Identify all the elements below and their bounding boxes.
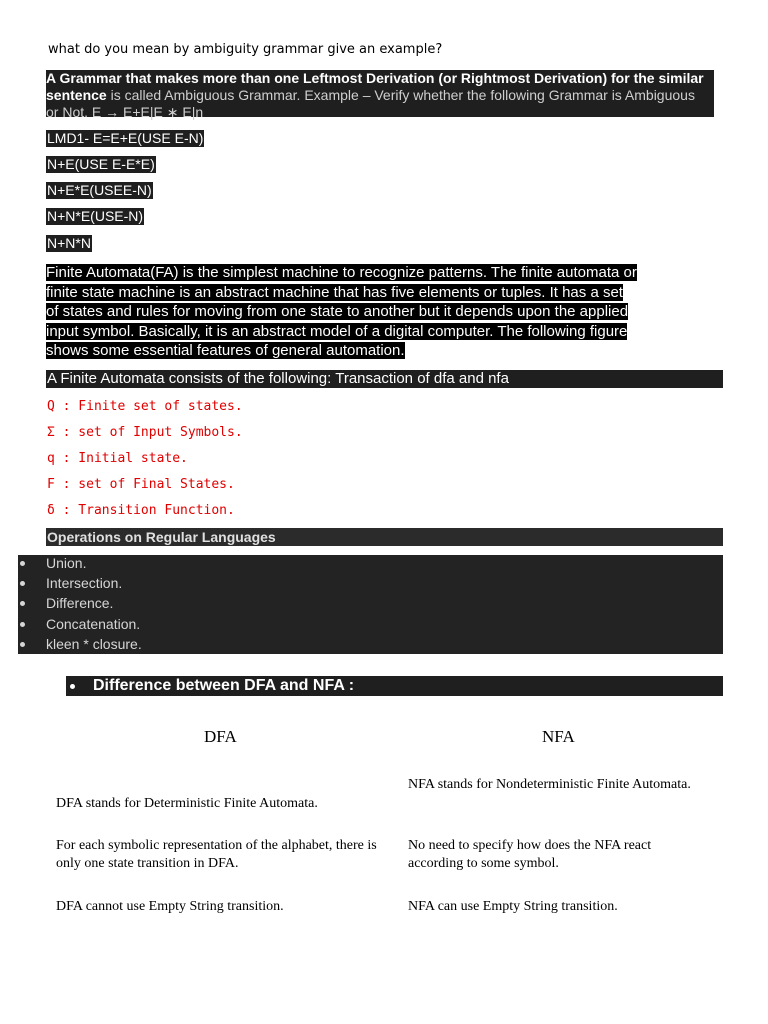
bullet-icon [20, 561, 25, 566]
dfa-column-header: DFA [204, 727, 237, 746]
fa-line: of states and rules for moving from one state to another but it depends upon the applied [46, 303, 629, 320]
definition-item: q : Initial state. [47, 451, 188, 466]
derivation-line: N+N*E(USE-N) [47, 208, 144, 224]
fa-consists-heading: A Finite Automata consists of the following: Transaction of dfa and nfa [46, 370, 723, 388]
table-cell-dfa: DFA stands for Deterministic Finite Automata. [56, 796, 318, 811]
bullet-icon [70, 684, 75, 689]
fa-line: finite state machine is an abstract machine that has five elements or tuples. It has a set [46, 283, 623, 301]
nfa-column-header: NFA [542, 727, 575, 746]
table-cell-nfa: NFA stands for Nondeterministic Finite Automata. [408, 777, 691, 792]
derivation-line: N+N*N [47, 235, 91, 251]
table-cell-dfa: DFA cannot use Empty String transition. [56, 899, 284, 914]
ambiguous-line-2-rest: is called Ambiguous Grammar. Example – Verify whether the following Grammar is Ambiguous [106, 87, 695, 103]
finite-automata-paragraph [46, 263, 716, 361]
fa-line: shows some essential features of general automation. [46, 342, 405, 359]
derivation-line: N+E(USE E-E*E) [47, 156, 155, 172]
table-cell-nfa: NFA can use Empty String transition. [408, 899, 618, 914]
ambiguous-line-1: A Grammar that makes more than one Leftmost Derivation (or Rightmost Derivation) for the similar [46, 70, 704, 86]
ambiguous-line-2 [46, 87, 714, 104]
definition-item: δ : Transition Function. [47, 503, 235, 518]
bullet-icon [20, 601, 25, 606]
ambiguous-line-3: or Not. E → E+E|E ∗ E|n [46, 104, 204, 120]
operations-heading: Operations on Regular Languages [46, 528, 723, 546]
operations-list: Union. Intersection. Difference. Concatenation. kleen * closure. [18, 555, 723, 654]
difference-heading: Difference between DFA and NFA : [66, 676, 723, 696]
fa-line: input symbol. Basically, it is an abstract model of a digital computer. The following figure [46, 322, 628, 340]
bullet-icon [20, 642, 25, 647]
derivation-line: LMD1- E=E+E(USE E-N) [47, 130, 204, 146]
question-heading: what do you mean by ambiguity grammar give an example? [48, 42, 443, 57]
fa-line: Finite Automata(FA) is the simplest machine to recognize patterns. The finite automata or [46, 264, 637, 281]
definition-item: Q : Finite set of states. [47, 399, 243, 414]
bullet-icon [20, 581, 25, 586]
definition-item: Σ : set of Input Symbols. [47, 425, 243, 440]
table-cell-nfa: No need to specify how does the NFA react according to some symbol. [408, 838, 652, 871]
derivation-line: N+E*E(USEE-N) [47, 182, 152, 198]
bullet-icon [20, 622, 25, 627]
sentence-word: sentence [46, 87, 107, 103]
ambiguous-grammar-paragraph [46, 70, 714, 120]
definition-item: F : set of Final States. [47, 477, 235, 492]
table-cell-dfa: For each symbolic representation of the alphabet, there is only one state transition in DFA. [56, 838, 377, 871]
